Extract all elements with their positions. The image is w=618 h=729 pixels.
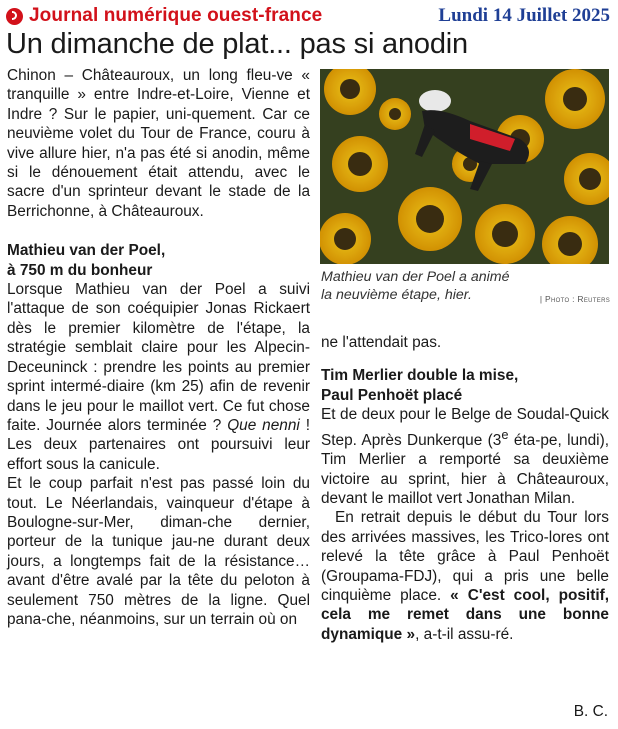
section2-text-d: , a-t-il assu-ré.: [415, 625, 514, 643]
section2-paragraph1: [321, 405, 609, 508]
section2-text-b: éta-pe, lundi), Tim Merlier a remporté sa deuxième victoire au sprint, hier à Châteauroux, devant le maillot vert Jonathan Milan.: [321, 431, 609, 507]
caption-line2: la neuvième étape, hier.: [321, 287, 472, 303]
section1-heading-line2: à 750 m du bonheur: [7, 261, 153, 279]
section2-paragraph2: [321, 508, 609, 644]
penhoet-quote: « C'est cool, positif, cela me remet dans une bonne dynamique »: [321, 587, 610, 643]
brand-name: Journal numérique ouest-france: [29, 5, 323, 26]
article-photo: [320, 69, 609, 264]
ordinal-suffix: e: [501, 426, 509, 442]
section1-text-a: Lorsque Mathieu van der Poel a suivi l'attaque de son coéquipier Jonas Rickaert dès le premier kilomètre de l'étape, la stratégie semblait claire pour les Alpecin-Deceuninck : prendre les points au premier sprint intermé-diaire (km 25) afin de revenir dans le jeu pour le maillot vert. Ce fut chose faite. Journée alors terminée ?: [7, 281, 310, 434]
right-column: [321, 333, 609, 644]
section1-heading-line1: Mathieu van der Poel,: [7, 242, 166, 260]
caption-line1: Mathieu van der Poel a animé: [321, 269, 510, 285]
section2-heading-line1: Tim Merlier double la mise,: [321, 367, 519, 385]
section2-text-c: En retrait depuis le début du Tour lors des arrivées massives, les Trico-lores ont relevé la tête grâce à Paul Penhoët (Groupama-FDJ), qui a pris une belle cinquième place.: [321, 509, 609, 604]
section2-text-a: Et de deux pour le Belge de Soudal-Quick Step. Après Dunkerque (3: [321, 406, 609, 449]
section1-paragraph1: [7, 280, 310, 474]
author-signature: B. C.: [573, 703, 608, 720]
left-column: [7, 66, 310, 629]
article-lead: Chinon – Châteauroux, un long fleu-ve « tranquille » entre Indre-et-Loire, Vienne et Indre ? Sur le papier, uni-quement. Car ce neuvième volet du Tour de France, couru à vive allure hier, n'a pas été si anodin, même si le dénouement était attendu, avec le sacre d'un sprinteur devant le stade de la Berrichonne, à Châteauroux.: [7, 67, 310, 220]
sunflower-cyclist-image: [320, 69, 609, 264]
photo-credit: | Photo : Reuters: [539, 294, 610, 304]
article-title: Un dimanche de plat... pas si anodin: [6, 28, 468, 60]
section1-text-b: ! Les deux partenaires ont poursuivi leur effort sous la canicule.: [7, 416, 311, 473]
section2-heading-line2: Paul Penhoët placé: [321, 386, 463, 404]
section1-paragraph2: Et le coup parfait n'est pas passé loin du tout. Le Néerlandais, vainqueur d'étape à Boulogne-sur-Mer, diman-che dernier, porteur de la tunique jau-ne durant deux jours, a longtemps fait de la résistance… avant d'être avalé par la tête du peloton à seulement 750 mètres de la ligne. Quel pana-che, néanmoins, sur un terrain où on: [7, 475, 310, 628]
section1-continued: ne l'attendait pas.: [321, 334, 442, 351]
ouest-france-logo-icon: [6, 8, 23, 25]
brand[interactable]: [6, 5, 322, 27]
publication-date: Lundi 14 Juillet 2025: [438, 5, 610, 26]
section1-italic: Que nenni: [227, 416, 300, 434]
